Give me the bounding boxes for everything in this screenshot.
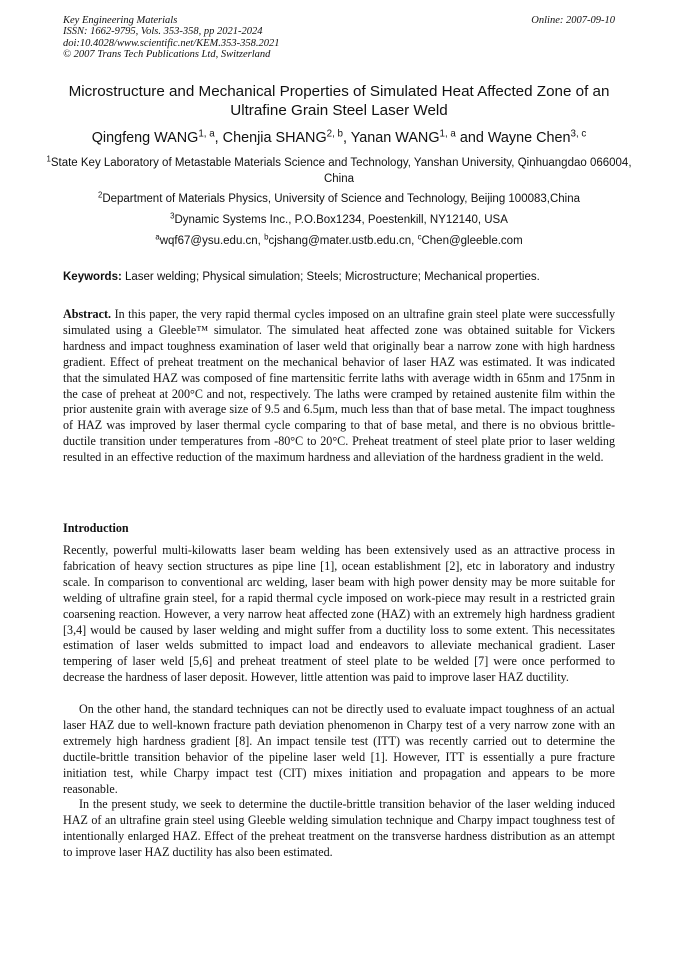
author-affiliation-mark: 1, a (439, 128, 456, 140)
affiliation-text: Department of Materials Physics, University of Science and Technology, Beijing 100083,China (102, 193, 581, 205)
email-address: Chen@gleeble.com (421, 235, 523, 247)
author-affiliation-mark: 2, b (326, 128, 343, 140)
email-mark: b (264, 232, 269, 242)
email-address: cjshang@mater.ustb.edu.cn, (268, 235, 418, 247)
issn-line: ISSN: 1662-9795, Vols. 353-358, pp 2021-2024 (63, 26, 263, 38)
journal-header (63, 15, 615, 61)
email-address: wqf67@ysu.edu.cn, (159, 235, 265, 247)
author-separator: , (342, 130, 351, 146)
introduction-paragraph-3: In the present study, we seek to determine the ductile-brittle transition behavior of the laser welding induced HAZ of an ultrafine grain steel using Gleeble welding simulation technique and Charpy impact toughness test of intentionally enlarged HAZ. Effect of the preheat treatment on the transverse hardness distribution as an attempt to improve laser HAZ ductility has also been estimated. (63, 797, 615, 859)
introduction-paragraph-2: On the other hand, the standard techniques can not be directly used to evaluate impact toughness of an actual laser HAZ due to well-known fracture path deviation phenomenon in Charpy test of a very narrow zone with an extremely high hardness gradient [8]. An impact tensile test (ITT) was recently carried out to determine the ductile-brittle transition behavior of the pipeline laser weld [1]. However, ITT is essentially a pure fracture initiation test, while Charpy impact test (CIT) mixes initiation and propagation and appears to be more reasonable. (63, 702, 615, 796)
introduction-paragraph-1: Recently, powerful multi-kilowatts laser beam welding has been extensively used as an attractive process in fabrication of heavy section structures as pipe line [1], ocean establishment [2], etc in laboratory and industry scale. In comparison to conventional arc welding, laser beam with high power density may be more suitable for welding of ultrafine grain steel, for a rapid thermal cycle imposed on work-piece may result in a restricted grain coarsening reaction. However, a very narrow heat affected zone (HAZ) with an extremely high hardness gradient [3,4] would be caused by laser welding and might suffer from a ductility loss to some extent. This necessitates estimation of laser welds submitted to impact load and endeavors to alleviate mechanical gradient. Laser tempering of laser weld [5,6] and preheat treatment of steel plate to be welded [7] were once performed to decrease the hardness of laser deposit. However, little attention was paid to improve laser HAZ ductility. (63, 543, 615, 685)
online-date: Online: 2007-09-10 (531, 15, 615, 26)
abstract-text: In this paper, the very rapid thermal cycles imposed on an ultrafine grain steel plate were successfully simulated using a Gleeble™ simulator. The simulated heat affected zone was obtained suitable for Vickers hardness and impact toughness examination of laser weld that originally bear a narrow zone with high hardness gradient. Effect of preheat treatment on the mechanical behavior of laser HAZ was estimated. It was indicated that the simulated HAZ was composed of fine martensitic ferrite laths with average width in 65nm and 175nm in the case of preheat at 200°C and not, respectively. The laths were cramped by retained austenite film within the prior austenite grain with average size of 9.5 and 6.5μm, much less than that of base metal. The impact toughness of HAZ was improved by laser thermal cycle comparing to that of base metal, and there is no obvious brittle-ductile transition under temperatures from -80°C to 20°C. Preheat treatment of steel plate prior to laser welding resulted in an effective reduction of the maximum hardness and alleviation of the hardness gradient in the weld. (63, 307, 615, 465)
affiliation-mark: 2 (97, 190, 103, 200)
author-separator: , (214, 130, 223, 146)
author-conjunction: and (455, 130, 488, 146)
abstract-label: Abstract. (63, 307, 112, 321)
email-mark: a (155, 232, 160, 242)
author-affiliation-mark: 3, c (570, 128, 587, 140)
keywords-text: Laser welding; Physical simulation; Steels; Microstructure; Mechanical properties. (121, 271, 540, 283)
affiliation-text: State Key Laboratory of Metastable Materials Science and Technology, Yanshan University, Qinhuangdao 066004, China (50, 157, 632, 185)
journal-name: Key Engineering Materials (63, 15, 178, 26)
email-mark: c (417, 232, 422, 242)
author-emails (40, 233, 638, 249)
affiliation-mark: 1 (46, 154, 51, 164)
affiliation-mark: 3 (170, 211, 175, 221)
author-name: Yanan WANG (350, 130, 440, 146)
keywords-label: Keywords: (63, 271, 122, 283)
doi-line: doi:10.4028/www.scientific.net/KEM.353-358.2021 (63, 37, 280, 49)
author-affiliation-mark: 1, a (198, 128, 215, 140)
author-name: Qingfeng WANG (91, 130, 199, 146)
copyright-line: © 2007 Trans Tech Publications Ltd, Switzerland (63, 49, 271, 61)
paper-title: Microstructure and Mechanical Properties of Simulated Heat Affected Zone of an Ultrafine Grain Steel Laser Weld (68, 83, 610, 119)
affiliation-2 (40, 191, 638, 207)
author-list (40, 129, 638, 147)
affiliation-1 (40, 155, 638, 187)
affiliation-text: Dynamic Systems Inc., P.O.Box1234, Poestenkill, NY12140, USA (174, 214, 508, 226)
abstract (63, 307, 615, 466)
author-name: Wayne Chen (487, 130, 571, 146)
keywords (63, 270, 618, 285)
section-heading-introduction: Introduction (63, 521, 129, 535)
affiliation-3 (40, 212, 638, 228)
author-name: Chenjia SHANG (222, 130, 327, 146)
